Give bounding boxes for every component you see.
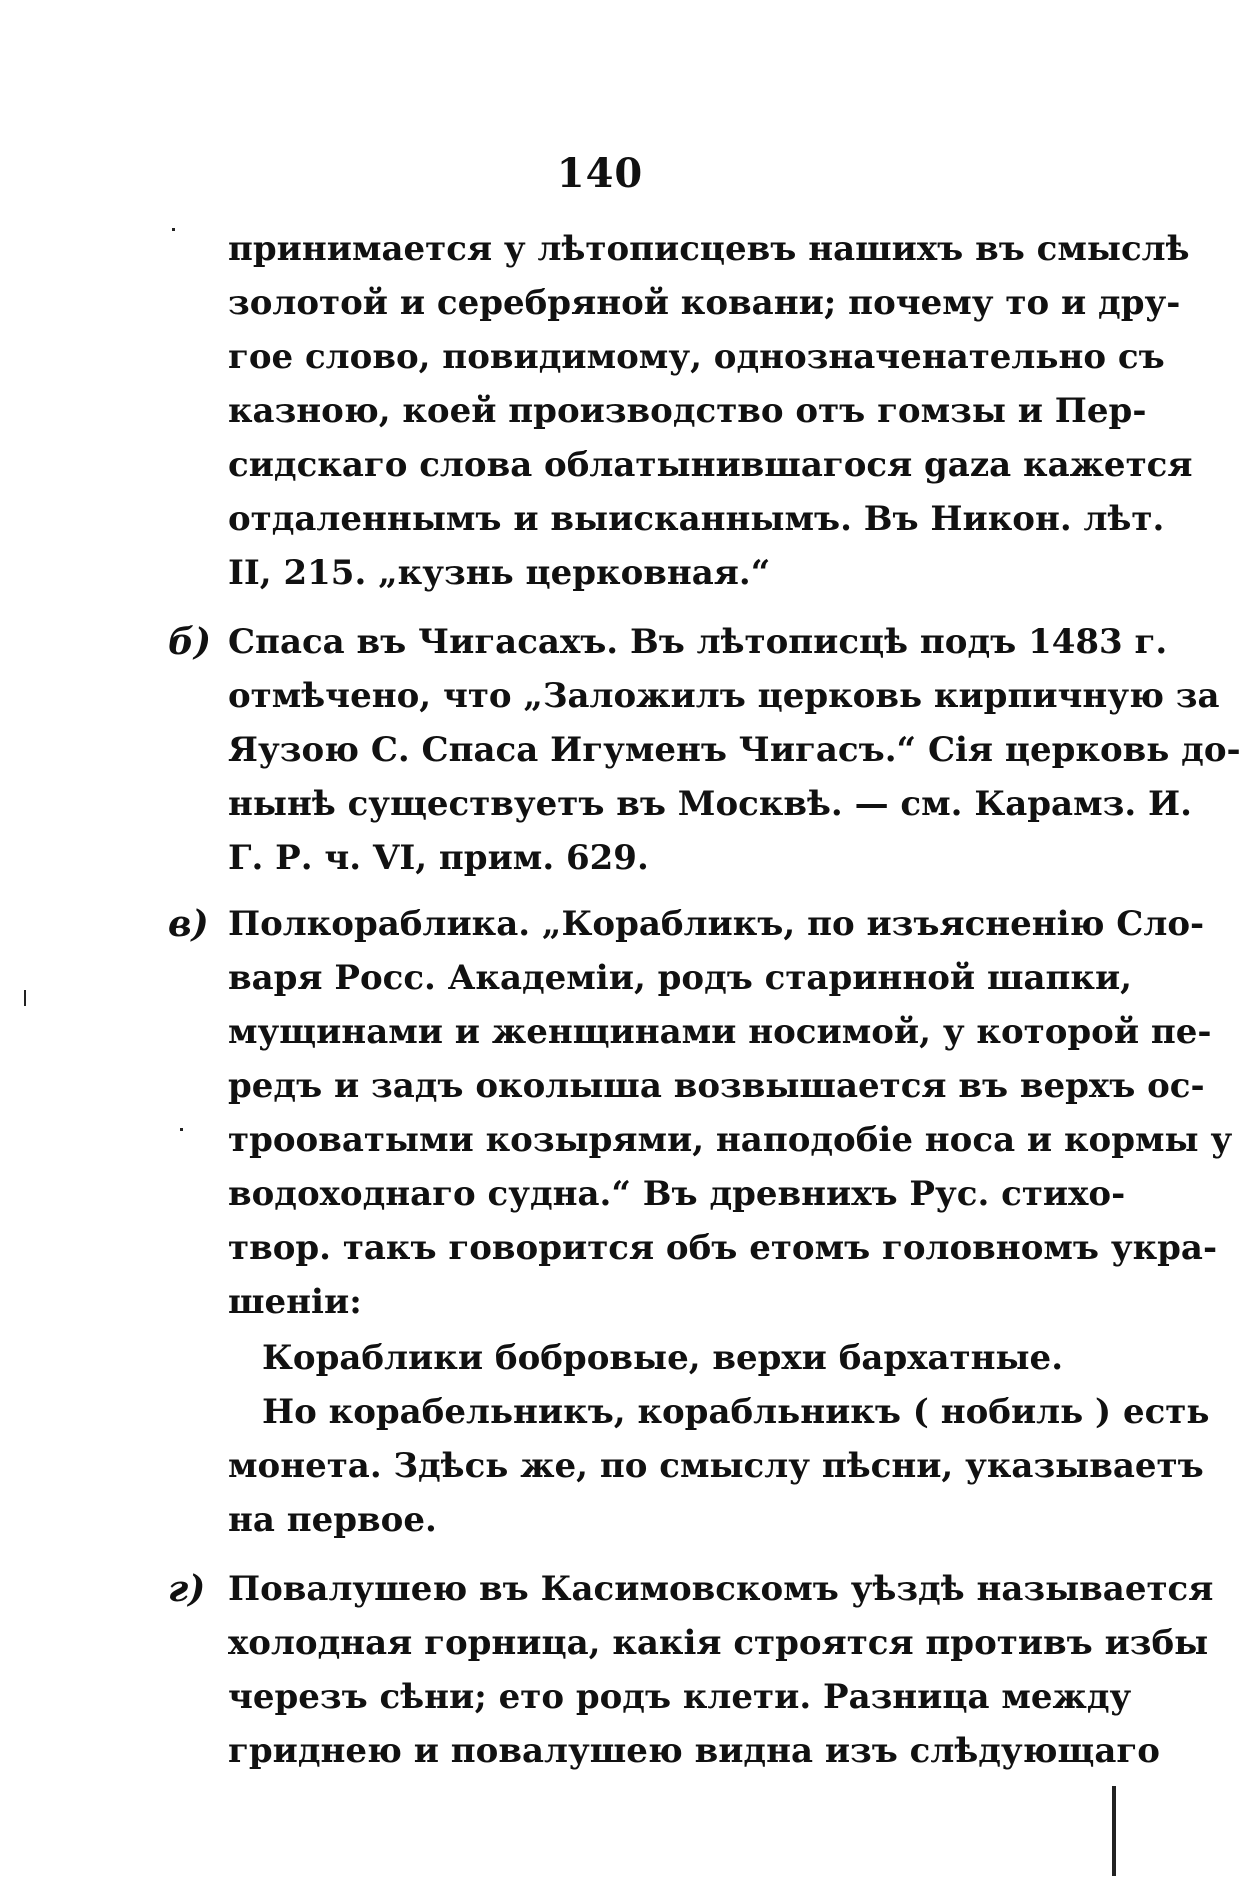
text-line: мущинами и женщинами носимой, у которой пе-	[228, 1012, 1212, 1052]
paragraph-marker: б)	[168, 621, 212, 663]
text-line: трооватыми козырями, наподобіе носа и кормы у	[228, 1120, 1233, 1160]
text-line: сидскаго слова облатынившагося gaza кажется	[228, 445, 1193, 485]
text-line: Повалушею въ Касимовскомъ уѣздѣ называется	[228, 1569, 1214, 1609]
text-line: монета. Здѣсь же, по смыслу пѣсни, указываетъ	[228, 1446, 1204, 1486]
text-line: казною, коей производство отъ гомзы и Пер-	[228, 391, 1147, 431]
scan-speck	[172, 228, 175, 231]
text-line: нынѣ существуетъ въ Москвѣ. — см. Карамз. И.	[228, 784, 1192, 824]
page-number: 140	[556, 150, 644, 197]
paragraph-marker: г)	[168, 1568, 206, 1610]
text-line: гое слово, повидимому, однозначенательно съ	[228, 337, 1165, 377]
text-line: II, 215. „кузнь церковная.“	[228, 553, 771, 593]
text-line: отдаленнымъ и выисканнымъ. Въ Никон. лѣт.	[228, 499, 1165, 539]
text-line: золотой и серебряной ковани; почему то и дру-	[228, 283, 1181, 323]
text-line: холодная горница, какія строятся противъ избы	[228, 1623, 1209, 1663]
text-line: варя Росс. Академіи, родъ старинной шапки,	[228, 958, 1133, 998]
text-line: твор. такъ говорится объ етомъ головномъ укра-	[228, 1228, 1218, 1268]
text-line: принимается у лѣтописцевъ нашихъ въ смыслѣ	[228, 229, 1190, 269]
text-line: Спаса въ Чигасахъ. Въ лѣтописцѣ подъ 1483 г.	[228, 622, 1168, 662]
text-line: Г. Р. ч. VI, прим. 629.	[228, 838, 649, 878]
text-line: шеніи:	[228, 1282, 362, 1322]
text-line: отмѣчено, что „Заложилъ церковь кирпичную за	[228, 676, 1220, 716]
text-line: редъ и задъ околыша возвышается въ верхъ ос-	[228, 1066, 1205, 1106]
text-line: гриднею и повалушею видна изъ слѣдующаго	[228, 1731, 1160, 1771]
text-line: черезъ сѣни; ето родъ клети. Разница между	[228, 1677, 1132, 1717]
scan-speck	[24, 990, 26, 1006]
scan-speck	[180, 1128, 183, 1131]
text-line: на первое.	[228, 1500, 437, 1540]
text-line: Яузою С. Спаса Игуменъ Чигасъ.“ Сія церковь до-	[228, 730, 1241, 770]
text-line: Полкораблика. „Корабликъ, по изъясненію Сло-	[228, 904, 1205, 944]
verse-line: Кораблики бобровые, верхи бархатные.	[262, 1338, 1064, 1378]
text-line: Но корабельникъ, корабльникъ ( нобиль ) есть	[262, 1392, 1210, 1432]
text-line: водоходнаго судна.“ Въ древнихъ Рус. стихо-	[228, 1174, 1126, 1214]
scan-speck	[1112, 1786, 1116, 1876]
paragraph-marker: в)	[168, 903, 209, 945]
